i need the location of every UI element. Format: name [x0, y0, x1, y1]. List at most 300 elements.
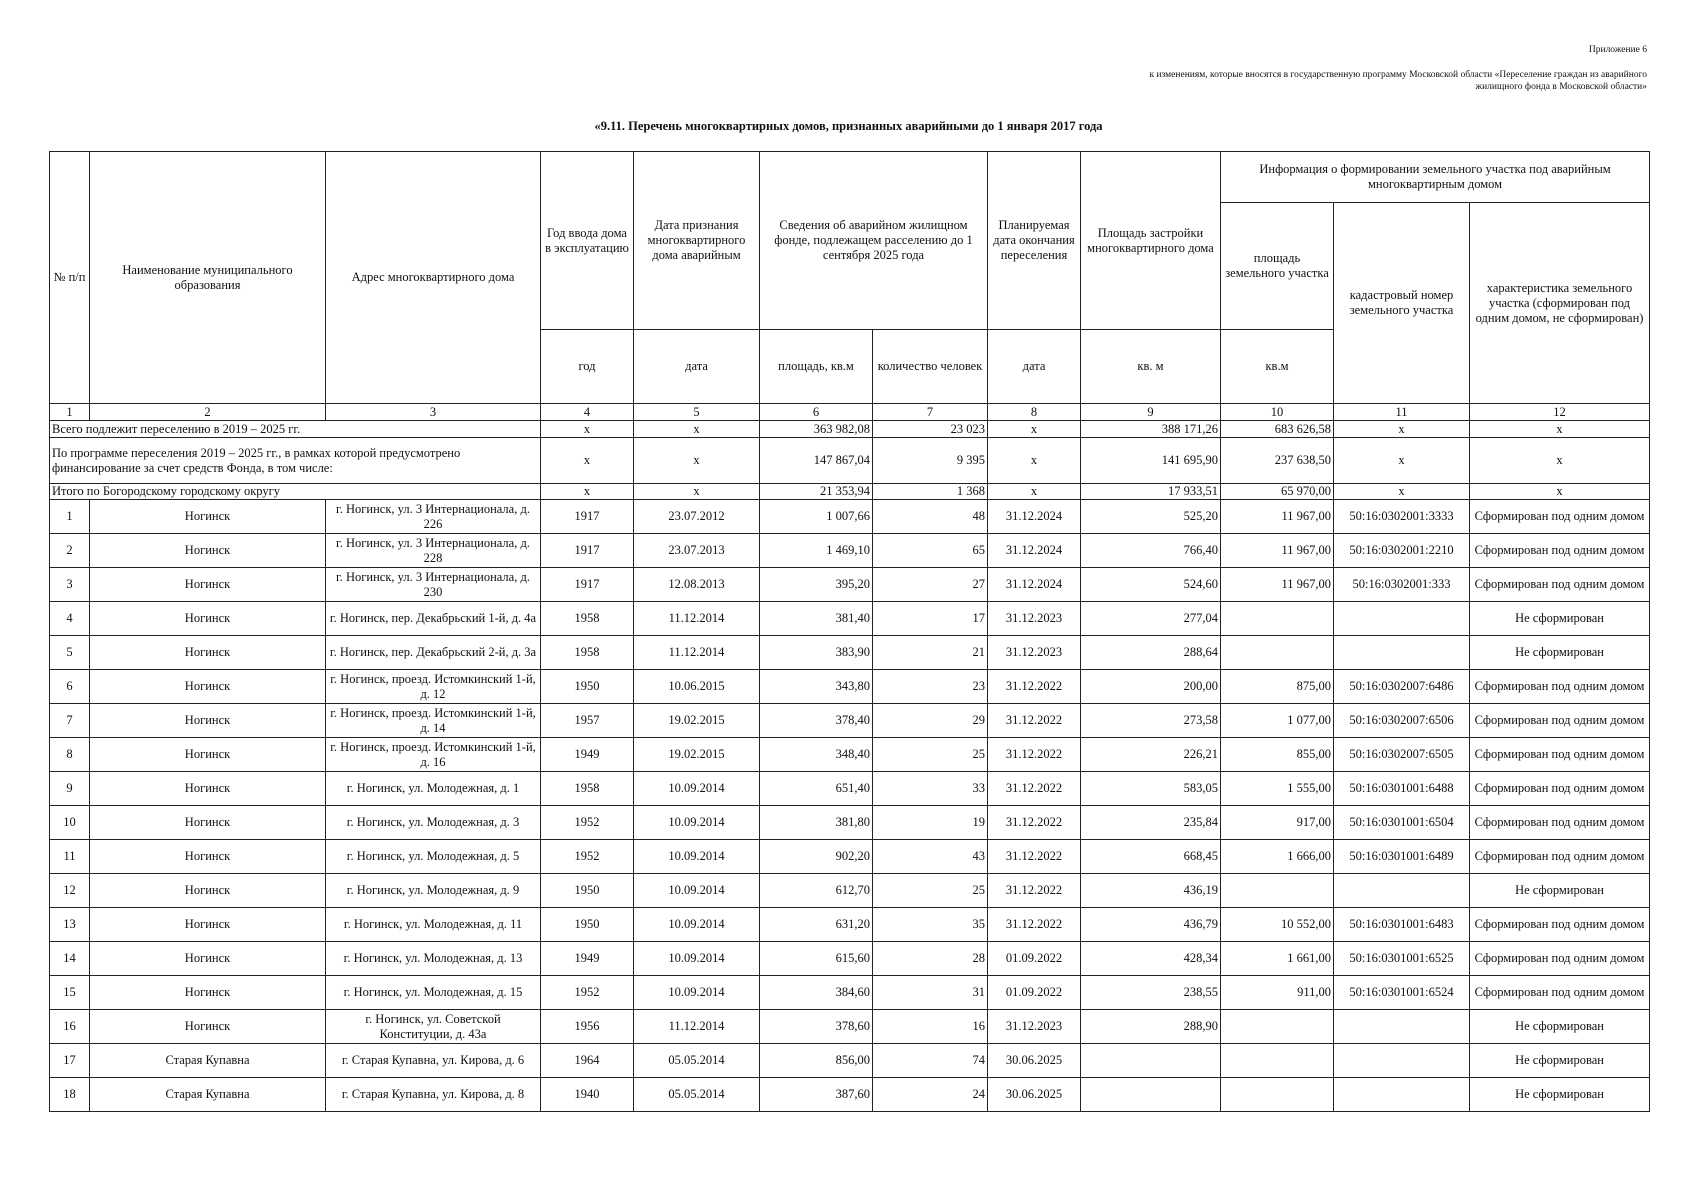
- row-year: 1952: [541, 976, 634, 1010]
- summary-planned: x: [988, 438, 1081, 484]
- row-land-area: [1221, 602, 1334, 636]
- summary-year: x: [541, 484, 634, 500]
- row-land-area: 1 555,00: [1221, 772, 1334, 806]
- row-land-char: Сформирован под одним домом: [1470, 840, 1650, 874]
- table-row: [50, 534, 1650, 568]
- row-year: 1957: [541, 704, 634, 738]
- appendix-note: к изменениям, которые вносятся в государственную программу Московской области «Переселение граждан из аварийного жилищного фонда в Московской области»: [1149, 70, 1647, 92]
- row-year: 1917: [541, 568, 634, 602]
- row-address: г. Ногинск, пер. Декабрьский 2-й, д. 3а: [326, 636, 541, 670]
- row-people: 31: [873, 976, 988, 1010]
- row-building-area: 766,40: [1081, 534, 1221, 568]
- col-recognized: Дата признания многоквартирного дома аварийным: [634, 152, 760, 330]
- row-people: 23: [873, 670, 988, 704]
- row-recognized-date: 05.05.2014: [634, 1044, 760, 1078]
- registry-table: [49, 151, 1650, 1112]
- row-building-area: 235,84: [1081, 806, 1221, 840]
- row-land-area: 1 666,00: [1221, 840, 1334, 874]
- row-number: 3: [50, 568, 90, 602]
- row-cadastral: 50:16:0302001:333: [1334, 568, 1470, 602]
- row-area: 384,60: [760, 976, 873, 1010]
- row-number: 13: [50, 908, 90, 942]
- row-area: 612,70: [760, 874, 873, 908]
- row-address: г. Ногинск, ул. Советской Конституции, д. 43а: [326, 1010, 541, 1044]
- row-planned-date: 31.12.2022: [988, 874, 1081, 908]
- unit-date: дата: [634, 330, 760, 404]
- row-year: 1958: [541, 636, 634, 670]
- col-address: Адрес многоквартирного дома: [326, 152, 541, 404]
- row-land-area: 917,00: [1221, 806, 1334, 840]
- row-municipality: Старая Купавна: [90, 1078, 326, 1112]
- row-address: г. Ногинск, ул. Молодежная, д. 5: [326, 840, 541, 874]
- row-number: 10: [50, 806, 90, 840]
- row-cadastral: [1334, 636, 1470, 670]
- row-area: 343,80: [760, 670, 873, 704]
- row-year: 1950: [541, 874, 634, 908]
- col-municipality: Наименование муниципального образования: [90, 152, 326, 404]
- row-municipality: Старая Купавна: [90, 1044, 326, 1078]
- row-area: 378,60: [760, 1010, 873, 1044]
- row-recognized-date: 10.09.2014: [634, 874, 760, 908]
- table-row: [50, 500, 1650, 534]
- summary-land: 65 970,00: [1221, 484, 1334, 500]
- table-row: [50, 1078, 1650, 1112]
- row-municipality: Ногинск: [90, 738, 326, 772]
- col-land-char: характеристика земельного участка (сформирован под одним домом, не сформирован): [1470, 203, 1650, 404]
- col-land-info: Информация о формировании земельного участка под аварийным многоквартирным домом: [1221, 152, 1650, 203]
- row-cadastral: 50:16:0301001:6504: [1334, 806, 1470, 840]
- summary-label: Итого по Богородскому городскому округу: [50, 484, 541, 500]
- row-cadastral: 50:16:0301001:6524: [1334, 976, 1470, 1010]
- summary-people: 1 368: [873, 484, 988, 500]
- row-municipality: Ногинск: [90, 840, 326, 874]
- col-number: 11: [1334, 404, 1470, 421]
- row-planned-date: 31.12.2022: [988, 738, 1081, 772]
- row-number: 17: [50, 1044, 90, 1078]
- row-planned-date: 31.12.2023: [988, 636, 1081, 670]
- row-land-char: Сформирован под одним домом: [1470, 534, 1650, 568]
- row-municipality: Ногинск: [90, 976, 326, 1010]
- summary-year: x: [541, 438, 634, 484]
- unit-date2: дата: [988, 330, 1081, 404]
- summary-row-total: [50, 421, 1650, 438]
- row-year: 1949: [541, 738, 634, 772]
- table-row: [50, 942, 1650, 976]
- row-land-area: 875,00: [1221, 670, 1334, 704]
- row-recognized-date: 05.05.2014: [634, 1078, 760, 1112]
- summary-char: x: [1470, 421, 1650, 438]
- col-number: 6: [760, 404, 873, 421]
- row-land-char: Не сформирован: [1470, 1010, 1650, 1044]
- row-recognized-date: 10.09.2014: [634, 772, 760, 806]
- row-number: 14: [50, 942, 90, 976]
- row-number: 16: [50, 1010, 90, 1044]
- row-people: 27: [873, 568, 988, 602]
- row-year: 1964: [541, 1044, 634, 1078]
- row-year: 1952: [541, 840, 634, 874]
- row-municipality: Ногинск: [90, 568, 326, 602]
- summary-area: 363 982,08: [760, 421, 873, 438]
- row-year: 1917: [541, 500, 634, 534]
- row-land-char: Не сформирован: [1470, 636, 1650, 670]
- row-year: 1952: [541, 806, 634, 840]
- row-cadastral: [1334, 874, 1470, 908]
- unit-people: количество человек: [873, 330, 988, 404]
- row-land-area: 911,00: [1221, 976, 1334, 1010]
- row-people: 74: [873, 1044, 988, 1078]
- row-land-area: [1221, 1010, 1334, 1044]
- row-municipality: Ногинск: [90, 500, 326, 534]
- col-number: 7: [873, 404, 988, 421]
- row-number: 18: [50, 1078, 90, 1112]
- row-address: г. Ногинск, ул. Молодежная, д. 9: [326, 874, 541, 908]
- row-cadastral: 50:16:0301001:6525: [1334, 942, 1470, 976]
- row-recognized-date: 10.09.2014: [634, 976, 760, 1010]
- row-number: 4: [50, 602, 90, 636]
- summary-date: x: [634, 484, 760, 500]
- row-land-char: Не сформирован: [1470, 602, 1650, 636]
- row-area: 381,40: [760, 602, 873, 636]
- unit-area: площадь, кв.м: [760, 330, 873, 404]
- row-area: 1 007,66: [760, 500, 873, 534]
- row-number: 9: [50, 772, 90, 806]
- row-recognized-date: 10.09.2014: [634, 942, 760, 976]
- row-address: г. Ногинск, ул. 3 Интернационала, д. 230: [326, 568, 541, 602]
- summary-cad: x: [1334, 421, 1470, 438]
- row-area: 387,60: [760, 1078, 873, 1112]
- row-land-char: Сформирован под одним домом: [1470, 568, 1650, 602]
- row-area: 395,20: [760, 568, 873, 602]
- row-people: 19: [873, 806, 988, 840]
- row-people: 43: [873, 840, 988, 874]
- row-land-area: 1 661,00: [1221, 942, 1334, 976]
- col-number: 5: [634, 404, 760, 421]
- summary-build: 141 695,90: [1081, 438, 1221, 484]
- unit-year: год: [541, 330, 634, 404]
- row-land-char: Сформирован под одним домом: [1470, 806, 1650, 840]
- row-cadastral: [1334, 1044, 1470, 1078]
- summary-date: x: [634, 421, 760, 438]
- row-cadastral: 50:16:0302007:6486: [1334, 670, 1470, 704]
- row-land-area: 1 077,00: [1221, 704, 1334, 738]
- row-building-area: 525,20: [1081, 500, 1221, 534]
- document-title: «9.11. Перечень многоквартирных домов, признанных аварийными до 1 января 2017 года: [594, 119, 1103, 133]
- row-land-area: [1221, 1044, 1334, 1078]
- row-land-char: Сформирован под одним домом: [1470, 738, 1650, 772]
- row-year: 1940: [541, 1078, 634, 1112]
- row-municipality: Ногинск: [90, 636, 326, 670]
- row-land-area: [1221, 874, 1334, 908]
- row-people: 16: [873, 1010, 988, 1044]
- row-year: 1956: [541, 1010, 634, 1044]
- row-recognized-date: 19.02.2015: [634, 738, 760, 772]
- summary-row-program: [50, 438, 1650, 484]
- row-land-char: Сформирован под одним домом: [1470, 976, 1650, 1010]
- row-planned-date: 31.12.2022: [988, 670, 1081, 704]
- row-cadastral: 50:16:0302001:3333: [1334, 500, 1470, 534]
- row-municipality: Ногинск: [90, 806, 326, 840]
- table-row: [50, 806, 1650, 840]
- row-year: 1958: [541, 772, 634, 806]
- summary-date: x: [634, 438, 760, 484]
- table-row: [50, 704, 1650, 738]
- row-municipality: Ногинск: [90, 670, 326, 704]
- column-numbers-row: [50, 404, 1650, 421]
- row-building-area: 288,90: [1081, 1010, 1221, 1044]
- row-people: 17: [873, 602, 988, 636]
- row-people: 28: [873, 942, 988, 976]
- row-area: 856,00: [760, 1044, 873, 1078]
- row-recognized-date: 10.06.2015: [634, 670, 760, 704]
- col-number: 1: [50, 404, 90, 421]
- row-cadastral: [1334, 1078, 1470, 1112]
- summary-label: Всего подлежит переселению в 2019 – 2025 гг.: [50, 421, 541, 438]
- summary-char: x: [1470, 438, 1650, 484]
- row-area: 1 469,10: [760, 534, 873, 568]
- row-building-area: 428,34: [1081, 942, 1221, 976]
- summary-row-district: [50, 484, 1650, 500]
- row-recognized-date: 11.12.2014: [634, 602, 760, 636]
- table-row: [50, 908, 1650, 942]
- row-municipality: Ногинск: [90, 534, 326, 568]
- row-year: 1917: [541, 534, 634, 568]
- row-address: г. Старая Купавна, ул. Кирова, д. 6: [326, 1044, 541, 1078]
- row-planned-date: 31.12.2022: [988, 840, 1081, 874]
- col-number: 4: [541, 404, 634, 421]
- row-cadastral: 50:16:0301001:6488: [1334, 772, 1470, 806]
- row-recognized-date: 11.12.2014: [634, 636, 760, 670]
- row-building-area: 436,19: [1081, 874, 1221, 908]
- row-building-area: 200,00: [1081, 670, 1221, 704]
- summary-people: 23 023: [873, 421, 988, 438]
- row-number: 6: [50, 670, 90, 704]
- summary-area: 21 353,94: [760, 484, 873, 500]
- row-land-char: Не сформирован: [1470, 1044, 1650, 1078]
- row-building-area: 238,55: [1081, 976, 1221, 1010]
- row-planned-date: 31.12.2023: [988, 602, 1081, 636]
- col-number: 8: [988, 404, 1081, 421]
- row-municipality: Ногинск: [90, 602, 326, 636]
- row-planned-date: 30.06.2025: [988, 1044, 1081, 1078]
- col-number: 10: [1221, 404, 1334, 421]
- table-row: [50, 602, 1650, 636]
- row-people: 35: [873, 908, 988, 942]
- row-land-area: 855,00: [1221, 738, 1334, 772]
- row-address: г. Ногинск, ул. Молодежная, д. 15: [326, 976, 541, 1010]
- row-recognized-date: 23.07.2012: [634, 500, 760, 534]
- table-header: [50, 152, 1650, 421]
- row-people: 48: [873, 500, 988, 534]
- row-address: г. Старая Купавна, ул. Кирова, д. 8: [326, 1078, 541, 1112]
- row-area: 902,20: [760, 840, 873, 874]
- row-land-char: Сформирован под одним домом: [1470, 942, 1650, 976]
- row-land-area: [1221, 636, 1334, 670]
- row-recognized-date: 12.08.2013: [634, 568, 760, 602]
- row-area: 383,90: [760, 636, 873, 670]
- row-municipality: Ногинск: [90, 772, 326, 806]
- row-people: 25: [873, 874, 988, 908]
- row-planned-date: 31.12.2024: [988, 568, 1081, 602]
- summary-area: 147 867,04: [760, 438, 873, 484]
- row-people: 65: [873, 534, 988, 568]
- row-land-area: 11 967,00: [1221, 534, 1334, 568]
- row-area: 615,60: [760, 942, 873, 976]
- summary-build: 388 171,26: [1081, 421, 1221, 438]
- col-number: 3: [326, 404, 541, 421]
- col-year: Год ввода дома в эксплуатацию: [541, 152, 634, 330]
- row-cadastral: 50:16:0301001:6483: [1334, 908, 1470, 942]
- row-municipality: Ногинск: [90, 874, 326, 908]
- row-building-area: 277,04: [1081, 602, 1221, 636]
- row-number: 5: [50, 636, 90, 670]
- row-planned-date: 31.12.2024: [988, 534, 1081, 568]
- row-building-area: [1081, 1078, 1221, 1112]
- row-land-area: [1221, 1078, 1334, 1112]
- row-planned-date: 31.12.2024: [988, 500, 1081, 534]
- row-recognized-date: 10.09.2014: [634, 806, 760, 840]
- row-building-area: 668,45: [1081, 840, 1221, 874]
- row-cadastral: [1334, 602, 1470, 636]
- summary-planned: x: [988, 484, 1081, 500]
- summary-char: x: [1470, 484, 1650, 500]
- row-building-area: 524,60: [1081, 568, 1221, 602]
- row-planned-date: 30.06.2025: [988, 1078, 1081, 1112]
- col-planned: Планируемая дата окончания переселения: [988, 152, 1081, 330]
- row-municipality: Ногинск: [90, 704, 326, 738]
- row-cadastral: 50:16:0302001:2210: [1334, 534, 1470, 568]
- row-land-char: Сформирован под одним домом: [1470, 704, 1650, 738]
- summary-year: x: [541, 421, 634, 438]
- row-land-area: 10 552,00: [1221, 908, 1334, 942]
- row-address: г. Ногинск, проезд. Истомкинский 1-й, д. 16: [326, 738, 541, 772]
- col-number: 9: [1081, 404, 1221, 421]
- col-number: 12: [1470, 404, 1650, 421]
- row-address: г. Ногинск, ул. 3 Интернационала, д. 228: [326, 534, 541, 568]
- row-address: г. Ногинск, ул. 3 Интернационала, д. 226: [326, 500, 541, 534]
- table-row: [50, 840, 1650, 874]
- table-row: [50, 1010, 1650, 1044]
- row-planned-date: 31.12.2022: [988, 772, 1081, 806]
- row-cadastral: 50:16:0301001:6489: [1334, 840, 1470, 874]
- row-land-char: Сформирован под одним домом: [1470, 772, 1650, 806]
- row-number: 8: [50, 738, 90, 772]
- row-cadastral: 50:16:0302007:6505: [1334, 738, 1470, 772]
- row-planned-date: 31.12.2022: [988, 704, 1081, 738]
- row-area: 378,40: [760, 704, 873, 738]
- table-row: [50, 874, 1650, 908]
- row-people: 21: [873, 636, 988, 670]
- summary-land: 237 638,50: [1221, 438, 1334, 484]
- row-land-char: Не сформирован: [1470, 874, 1650, 908]
- row-year: 1949: [541, 942, 634, 976]
- row-planned-date: 31.12.2023: [988, 1010, 1081, 1044]
- row-address: г. Ногинск, ул. Молодежная, д. 13: [326, 942, 541, 976]
- row-address: г. Ногинск, пер. Декабрьский 1-й, д. 4а: [326, 602, 541, 636]
- row-planned-date: 01.09.2022: [988, 976, 1081, 1010]
- table-row: [50, 636, 1650, 670]
- row-recognized-date: 10.09.2014: [634, 908, 760, 942]
- row-area: 348,40: [760, 738, 873, 772]
- table-row: [50, 1044, 1650, 1078]
- row-cadastral: [1334, 1010, 1470, 1044]
- row-recognized-date: 23.07.2013: [634, 534, 760, 568]
- row-building-area: [1081, 1044, 1221, 1078]
- row-number: 12: [50, 874, 90, 908]
- row-people: 29: [873, 704, 988, 738]
- row-number: 2: [50, 534, 90, 568]
- row-number: 7: [50, 704, 90, 738]
- row-address: г. Ногинск, ул. Молодежная, д. 1: [326, 772, 541, 806]
- col-num: № п/п: [50, 152, 90, 404]
- summary-build: 17 933,51: [1081, 484, 1221, 500]
- unit-sqm2: кв.м: [1221, 330, 1334, 404]
- row-recognized-date: 10.09.2014: [634, 840, 760, 874]
- summary-cad: x: [1334, 484, 1470, 500]
- row-building-area: 436,79: [1081, 908, 1221, 942]
- row-municipality: Ногинск: [90, 1010, 326, 1044]
- row-recognized-date: 11.12.2014: [634, 1010, 760, 1044]
- row-planned-date: 31.12.2022: [988, 908, 1081, 942]
- summary-land: 683 626,58: [1221, 421, 1334, 438]
- row-land-char: Не сформирован: [1470, 1078, 1650, 1112]
- table-body: [50, 421, 1650, 1112]
- table-row: [50, 772, 1650, 806]
- row-municipality: Ногинск: [90, 942, 326, 976]
- summary-people: 9 395: [873, 438, 988, 484]
- row-land-char: Сформирован под одним домом: [1470, 670, 1650, 704]
- row-land-char: Сформирован под одним домом: [1470, 908, 1650, 942]
- row-land-area: 11 967,00: [1221, 500, 1334, 534]
- row-area: 651,40: [760, 772, 873, 806]
- row-people: 25: [873, 738, 988, 772]
- summary-planned: x: [988, 421, 1081, 438]
- row-address: г. Ногинск, проезд. Истомкинский 1-й, д. 14: [326, 704, 541, 738]
- row-municipality: Ногинск: [90, 908, 326, 942]
- unit-sqm: кв. м: [1081, 330, 1221, 404]
- row-planned-date: 31.12.2022: [988, 806, 1081, 840]
- col-building-area: Площадь застройки многоквартирного дома: [1081, 152, 1221, 330]
- row-people: 24: [873, 1078, 988, 1112]
- row-number: 11: [50, 840, 90, 874]
- col-cadastral: кадастровый номер земельного участка: [1334, 203, 1470, 404]
- row-area: 631,20: [760, 908, 873, 942]
- row-land-char: Сформирован под одним домом: [1470, 500, 1650, 534]
- row-building-area: 583,05: [1081, 772, 1221, 806]
- row-building-area: 288,64: [1081, 636, 1221, 670]
- appendix-label: Приложение 6: [1588, 45, 1647, 55]
- row-year: 1958: [541, 602, 634, 636]
- table-row: [50, 738, 1650, 772]
- table-row: [50, 670, 1650, 704]
- row-building-area: 273,58: [1081, 704, 1221, 738]
- col-land-area: площадь земельного участка: [1221, 203, 1334, 330]
- row-building-area: 226,21: [1081, 738, 1221, 772]
- row-address: г. Ногинск, ул. Молодежная, д. 3: [326, 806, 541, 840]
- row-recognized-date: 19.02.2015: [634, 704, 760, 738]
- row-year: 1950: [541, 670, 634, 704]
- row-planned-date: 01.09.2022: [988, 942, 1081, 976]
- row-number: 1: [50, 500, 90, 534]
- col-number: 2: [90, 404, 326, 421]
- col-fund: Сведения об аварийном жилищном фонде, подлежащем расселению до 1 сентября 2025 года: [760, 152, 988, 330]
- row-cadastral: 50:16:0302007:6506: [1334, 704, 1470, 738]
- table-row: [50, 976, 1650, 1010]
- table-row: [50, 568, 1650, 602]
- row-address: г. Ногинск, ул. Молодежная, д. 11: [326, 908, 541, 942]
- row-land-area: 11 967,00: [1221, 568, 1334, 602]
- summary-label: По программе переселения 2019 – 2025 гг., в рамках которой предусмотрено финансирование за счет средств Фонда, в том числе:: [50, 438, 541, 484]
- summary-cad: x: [1334, 438, 1470, 484]
